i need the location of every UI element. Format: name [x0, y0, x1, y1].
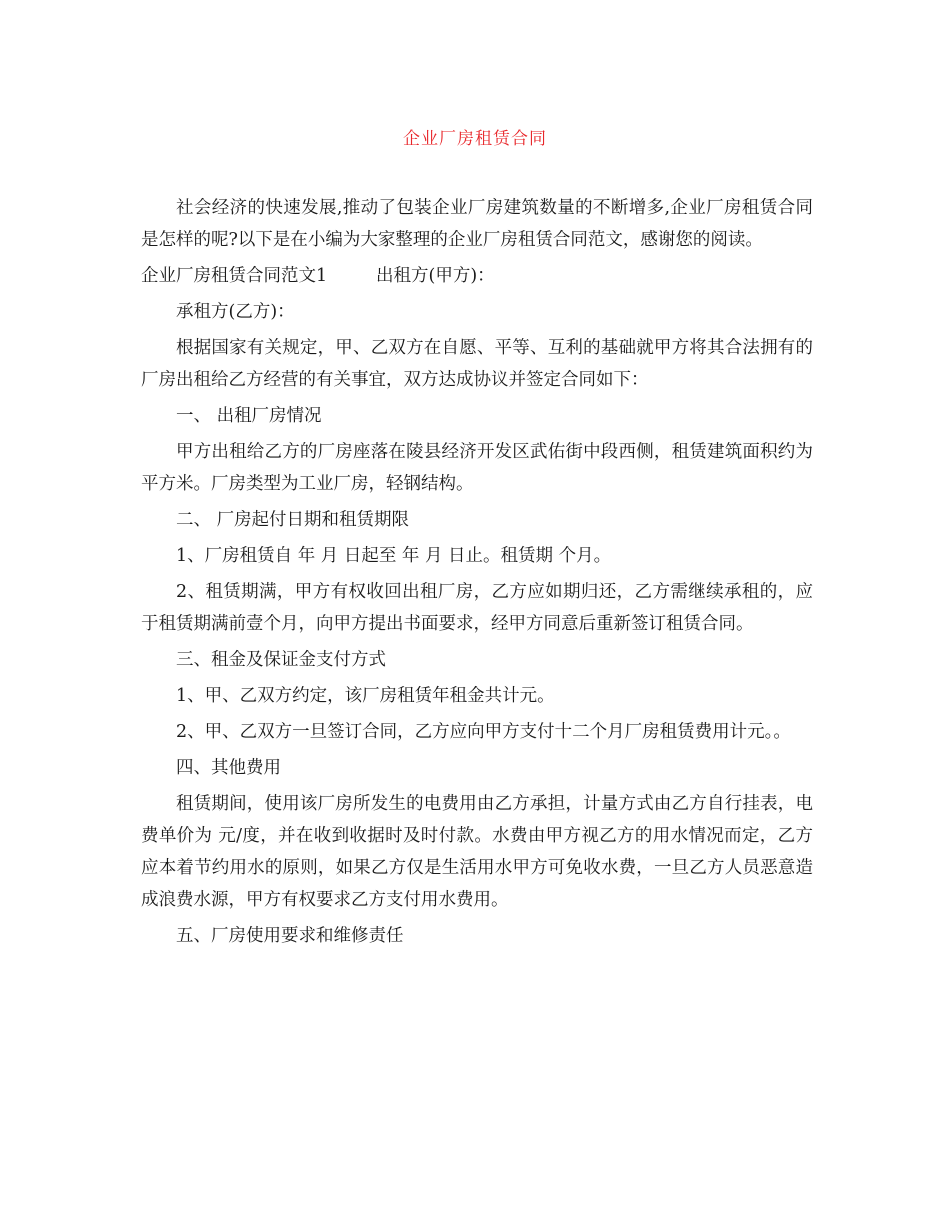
- section-heading-1: 一、 出租厂房情况: [176, 406, 322, 426]
- section-heading-3: 三、租金及保证金支付方式: [176, 650, 386, 670]
- section-heading-4: 四、其他费用: [176, 758, 281, 778]
- paragraph-section-2-item-2: 2、租赁期满，甲方有权收回出租厂房，乙方应如期归还，乙方需继续承租的，应于租赁期满前壹个月，向甲方提出书面要求，经甲方同意后重新签订租赁合同。: [141, 582, 813, 634]
- section-heading-2: 二、 厂房起付日期和租赁期限: [176, 510, 410, 530]
- paragraph-section-1: 甲方出租给乙方的厂房座落在陵县经济开发区武佑街中段西侧，租赁建筑面积约为 平方米。厂房类型为工业厂房，轻钢结构。: [141, 442, 813, 494]
- paragraph-section-3-item-2: 2、甲、乙双方一旦签订合同，乙方应向甲方支付十二个月厂房租赁费用计元。。: [176, 722, 791, 742]
- paragraph-section-3-item-1: 1、甲、乙双方约定，该厂房租赁年租金共计元。: [176, 686, 555, 706]
- sample-heading-left: 企业厂房租赁合同范文1: [141, 266, 328, 286]
- paragraph-section-2-item-1: 1、厂房租赁自 年 月 日起至 年 月 日止。租赁期 个月。: [176, 546, 612, 566]
- paragraph-intro: 社会经济的快速发展,推动了包装企业厂房建筑数量的不断增多,企业厂房租赁合同是怎样的呢?以下是在小编为大家整理的企业厂房租赁合同范文，感谢您的阅读。: [141, 198, 813, 250]
- paragraph-section-4: 租赁期间，使用该厂房所发生的电费用由乙方承担，计量方式由乙方自行挂表，电费单价为 元/度，并在收到收据时及时付款。水费由甲方视乙方的用水情况而定，乙方应本着节约用水的原则，如果乙方仅是生活用水甲方可免收水费，一旦乙方人员恶意造成浪费水源，甲方有权要求乙方支付用水费用。: [141, 794, 813, 910]
- sample-heading-right: 出租方(甲方)：: [376, 266, 495, 286]
- document-title: 企业厂房租赁合同: [403, 129, 547, 149]
- sample-heading-row: [141, 260, 813, 292]
- paragraph-lessee: 承租方(乙方)：: [176, 302, 295, 322]
- document-body: [141, 192, 813, 952]
- paragraph-preamble: 根据国家有关规定，甲、乙双方在自愿、平等、互利的基础就甲方将其合法拥有的厂房出租给乙方经营的有关事宜，双方达成协议并签定合同如下：: [141, 338, 813, 390]
- section-heading-5: 五、厂房使用要求和维修责任: [176, 926, 404, 946]
